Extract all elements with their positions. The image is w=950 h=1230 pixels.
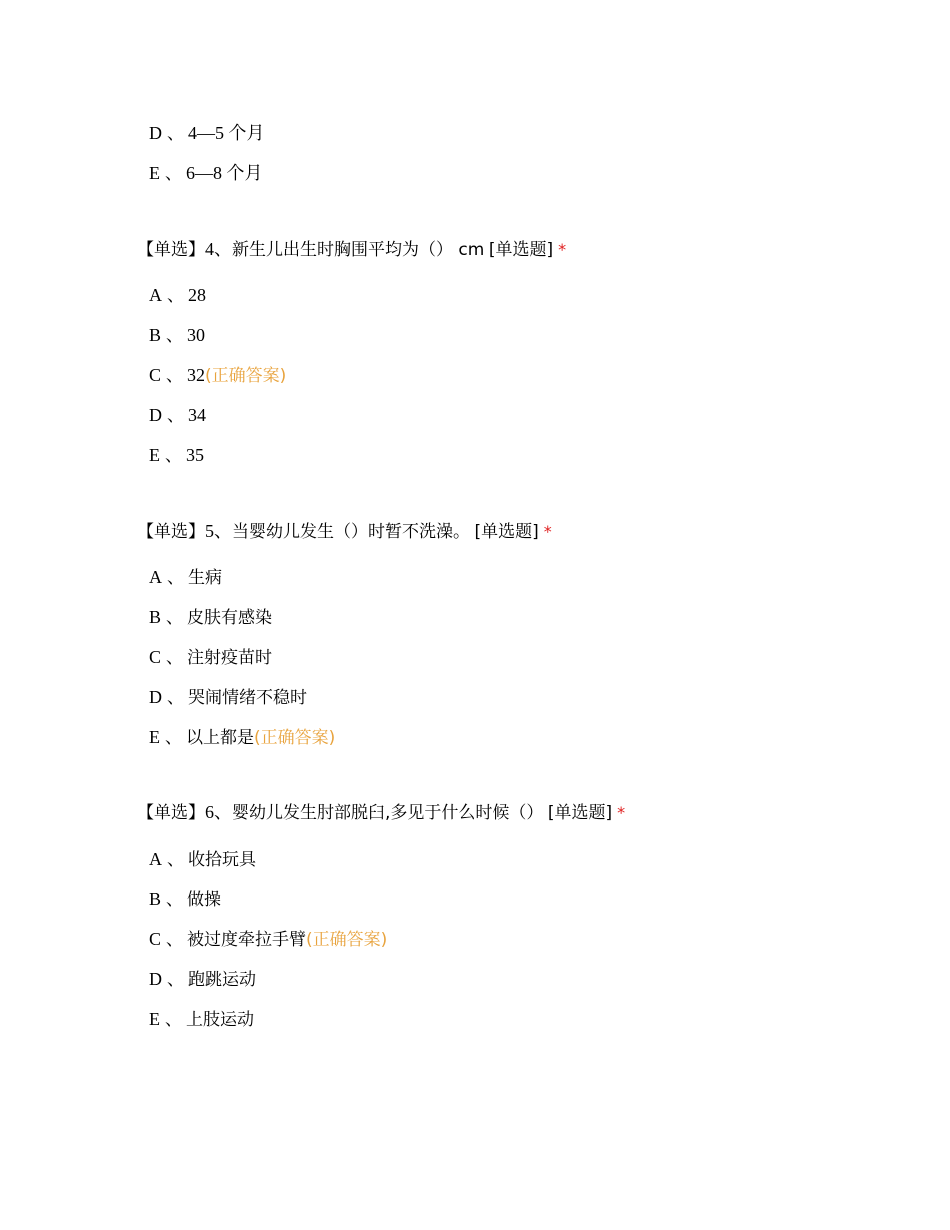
option-text: 以上都是 (186, 728, 254, 748)
correct-answer-label: (正确答案) (306, 930, 388, 950)
option-line (149, 566, 222, 589)
option-text: 收拾玩具 (188, 850, 256, 870)
option-letter: B (149, 607, 162, 627)
option-separator: 、 (166, 366, 184, 386)
option-line-correct (149, 928, 387, 951)
question-title (137, 238, 566, 261)
option-letter: D (149, 123, 162, 143)
option-line (149, 888, 221, 911)
question-number: 6、 (205, 802, 232, 822)
option-separator: 、 (166, 930, 184, 950)
option-text: 32 (187, 365, 206, 385)
option-text: 生病 (188, 568, 222, 588)
question-title (137, 520, 552, 543)
option-line (149, 646, 272, 669)
option-text: 皮肤有感染 (187, 608, 273, 628)
option-text: 做操 (187, 890, 222, 910)
option-line (149, 686, 307, 709)
option-separator: 、 (167, 406, 184, 426)
option-line (149, 968, 256, 991)
question-prefix: 【单选】 (137, 240, 205, 260)
option-letter: D (149, 687, 162, 707)
option-separator: 、 (166, 608, 184, 628)
question-type-tag: [单选题] (547, 803, 613, 823)
option-text: 34 (188, 405, 206, 425)
option-separator: 、 (167, 850, 184, 870)
question-prefix: 【单选】 (137, 803, 205, 823)
option-separator: 、 (165, 1010, 182, 1030)
option-line (149, 122, 265, 145)
option-line-correct (149, 726, 335, 749)
option-letter: E (149, 1009, 160, 1029)
option-line (149, 324, 205, 347)
required-mark: * (558, 240, 567, 259)
option-letter: A (149, 849, 162, 869)
option-letter: E (149, 163, 160, 183)
option-line (149, 606, 272, 629)
option-letter: A (149, 567, 162, 587)
option-text: 35 (186, 445, 204, 465)
required-mark: * (617, 803, 626, 822)
option-line (149, 404, 206, 427)
question-number: 5、 (205, 521, 232, 541)
option-separator: 、 (167, 970, 184, 990)
option-line (149, 444, 204, 467)
correct-answer-label: (正确答案) (254, 728, 336, 748)
option-text: 哭闹情绪不稳时 (188, 688, 307, 708)
option-separator: 、 (166, 648, 184, 668)
option-line-correct (149, 364, 286, 387)
option-separator: 、 (167, 568, 184, 588)
question-stem: 新生儿出生时胸围平均为（） cm (232, 240, 485, 260)
required-mark: * (543, 522, 552, 541)
question-type-tag: [单选题] (488, 240, 554, 260)
option-letter: B (149, 889, 162, 909)
correct-answer-label: (正确答案) (205, 366, 287, 386)
option-separator: 、 (166, 890, 184, 910)
option-line (149, 1008, 254, 1031)
option-text: 注射疫苗时 (187, 648, 273, 668)
option-letter: C (149, 647, 162, 667)
option-text: 6—8 个月 (186, 163, 263, 183)
option-text: 28 (188, 285, 206, 305)
option-text: 30 (187, 325, 206, 345)
option-letter: C (149, 929, 162, 949)
question-title (137, 801, 625, 824)
option-letter: A (149, 285, 162, 305)
option-text: 被过度牵拉手臂 (187, 930, 307, 950)
question-number: 4、 (205, 239, 232, 259)
question-type-tag: [单选题] (474, 522, 539, 542)
option-letter: C (149, 365, 162, 385)
question-stem: 当婴幼儿发生（）时暂不洗澡。 (232, 522, 470, 542)
option-letter: B (149, 325, 162, 345)
option-text: 跑跳运动 (188, 970, 256, 990)
option-line (149, 284, 206, 307)
option-separator: 、 (167, 286, 184, 306)
option-separator: 、 (167, 124, 184, 144)
option-letter: D (149, 405, 162, 425)
option-text: 上肢运动 (186, 1010, 254, 1030)
option-separator: 、 (165, 164, 182, 184)
option-text: 4—5 个月 (188, 123, 265, 143)
option-separator: 、 (165, 728, 182, 748)
option-line (149, 162, 263, 185)
option-letter: E (149, 445, 160, 465)
option-separator: 、 (165, 446, 182, 466)
option-separator: 、 (166, 326, 184, 346)
question-stem: 婴幼儿发生肘部脱臼,多见于什么时候（） (232, 803, 544, 823)
option-letter: D (149, 969, 162, 989)
question-prefix: 【单选】 (137, 522, 205, 542)
option-letter: E (149, 727, 160, 747)
option-line (149, 848, 256, 871)
option-separator: 、 (167, 688, 184, 708)
